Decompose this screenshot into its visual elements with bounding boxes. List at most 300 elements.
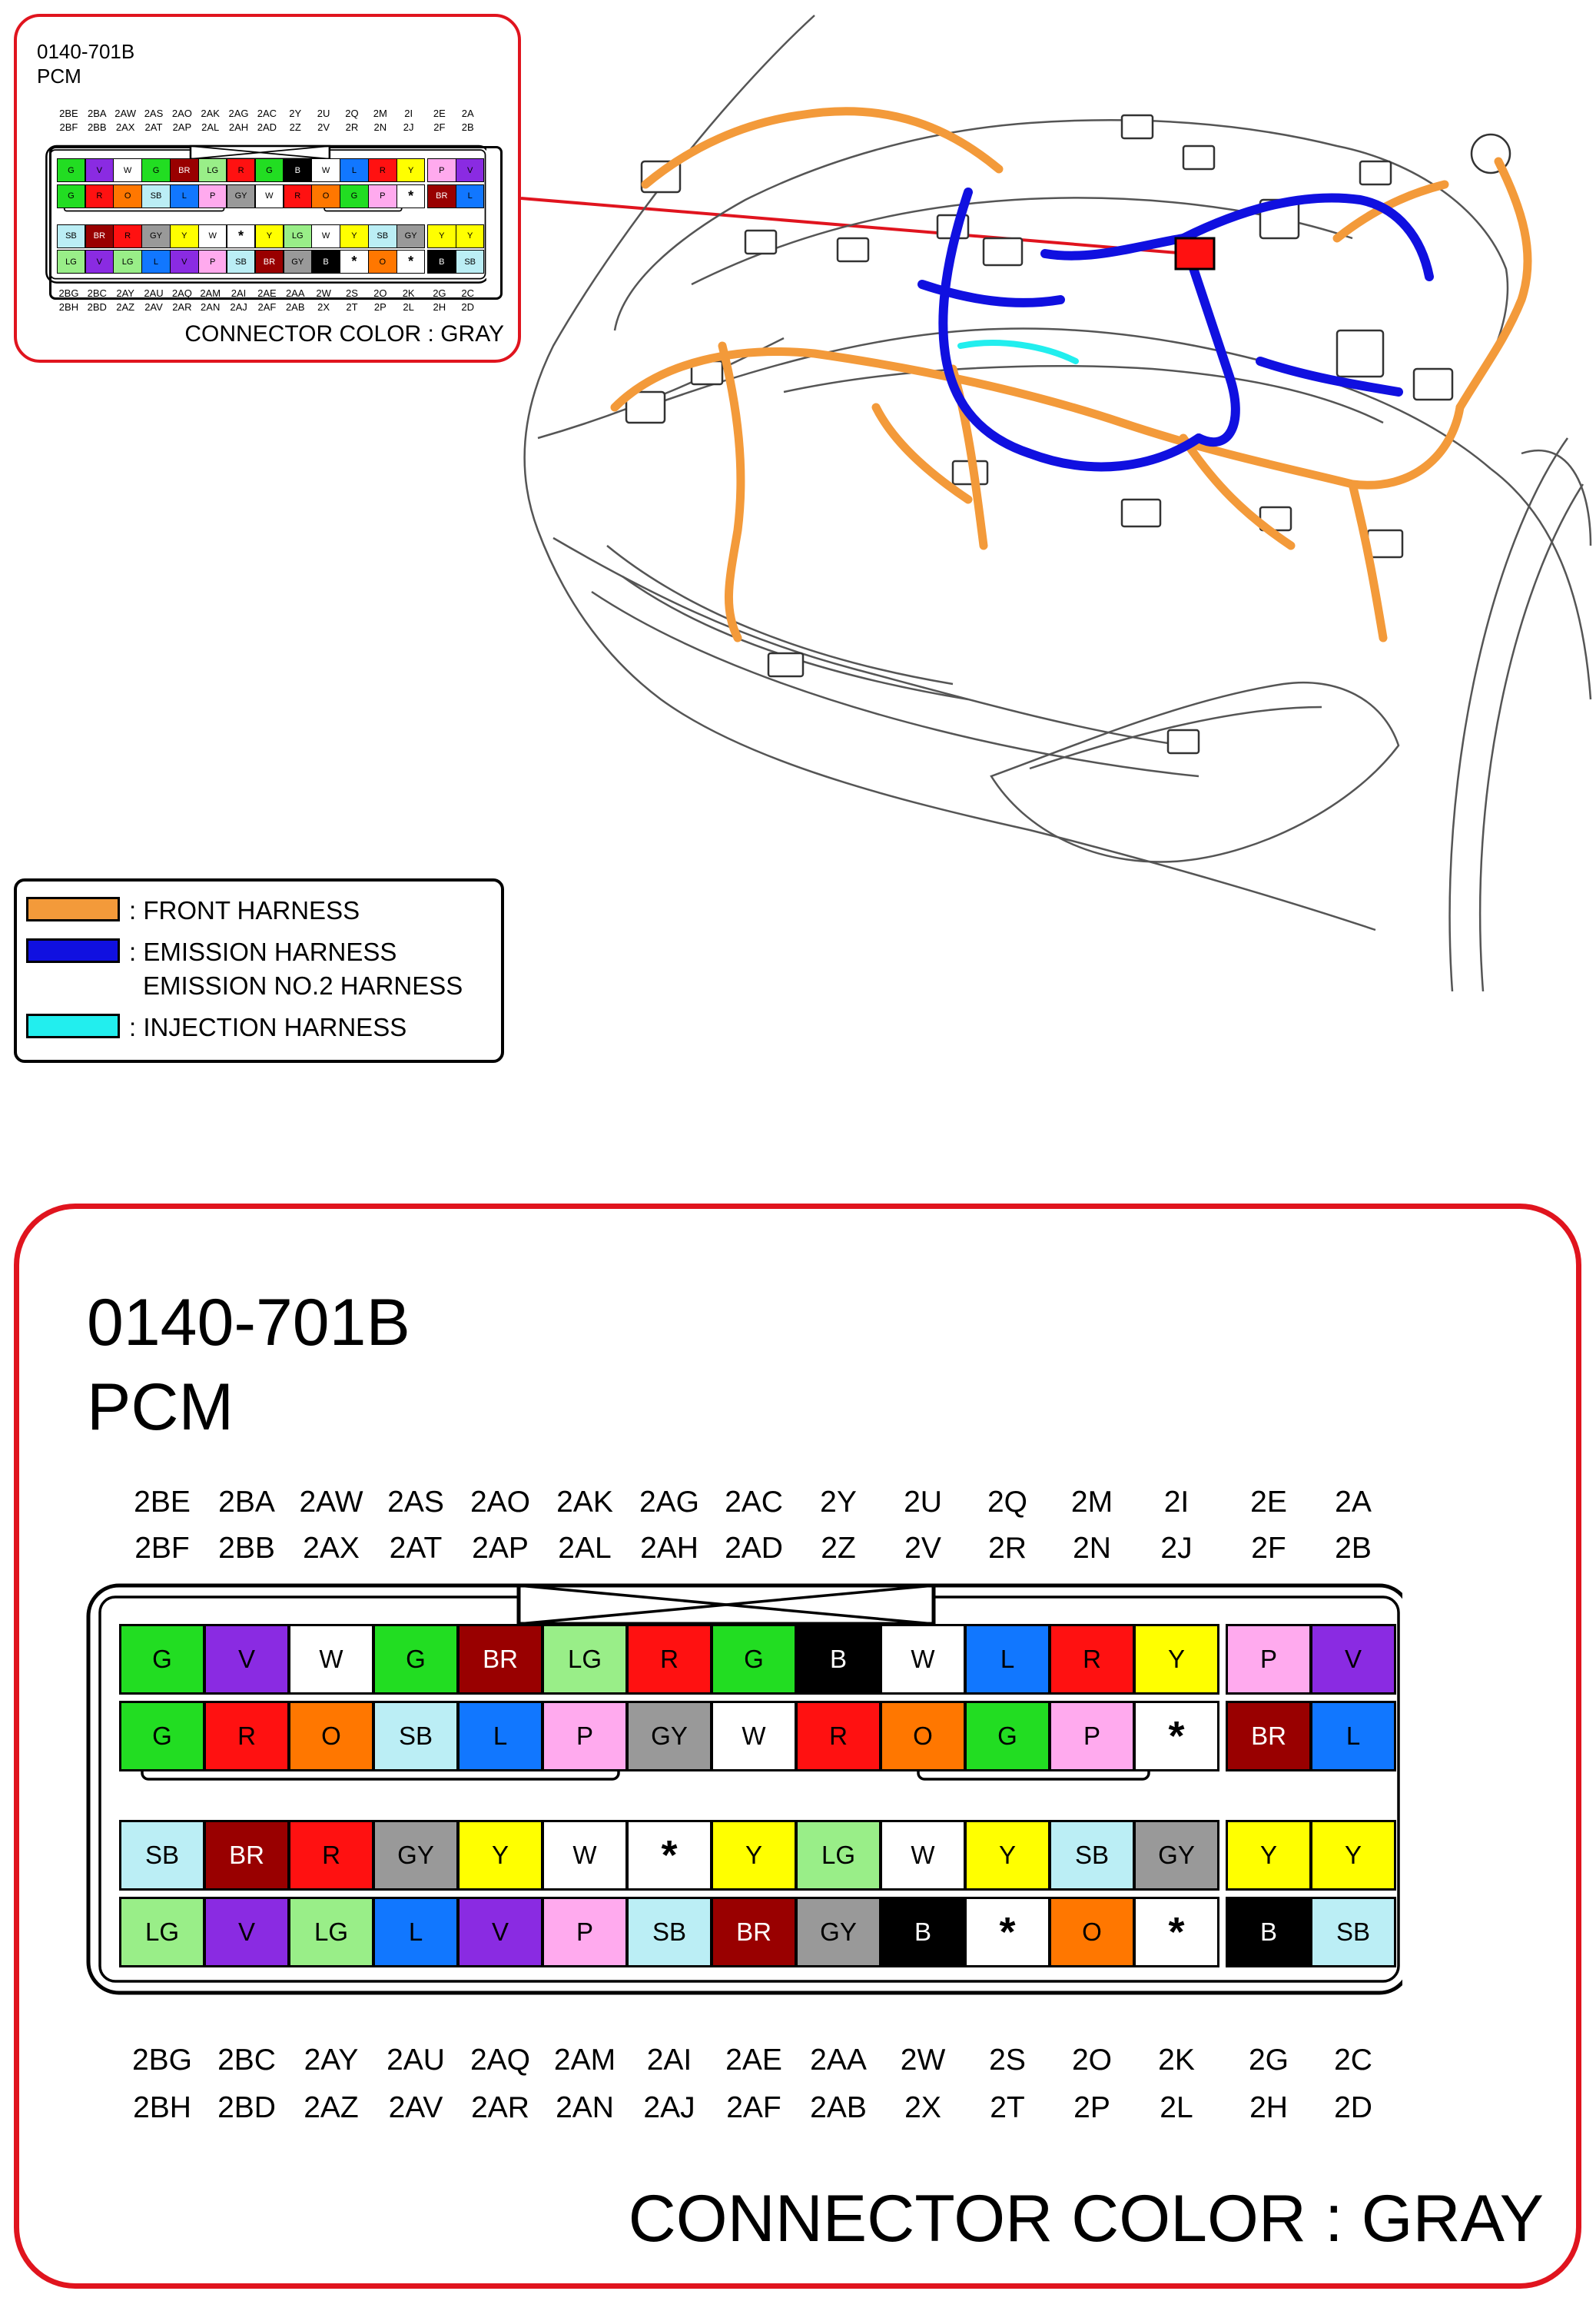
pin-number-label: 2BH bbox=[58, 301, 79, 313]
car-engine-bay-illustration bbox=[492, 8, 1596, 991]
pin-wire-color-label: L bbox=[181, 191, 187, 201]
pin-cell bbox=[1133, 1820, 1219, 1891]
pin-wire-color-label: W bbox=[123, 165, 132, 175]
pin-number-label: 2AU bbox=[144, 287, 164, 299]
pin-wire-color-label: GY bbox=[404, 231, 417, 241]
pin-cell bbox=[373, 1820, 459, 1891]
pin-number-label: 2R bbox=[988, 1532, 1027, 1565]
pin-number-label: 2AS bbox=[387, 1486, 444, 1519]
pin-wire-color-label: GY bbox=[150, 231, 162, 241]
pin-number-label: 2AV bbox=[388, 2091, 443, 2124]
pin-cell bbox=[204, 1624, 290, 1695]
pin-number-label: 2BG bbox=[58, 287, 79, 299]
pin-wire-color-label: Y bbox=[467, 231, 473, 241]
pin-number-label: 2V bbox=[317, 121, 330, 133]
pin-wire-color-label: R bbox=[1083, 1645, 1101, 1673]
pin-wire-color-label: * bbox=[661, 1832, 678, 1878]
pin-cell bbox=[119, 1820, 205, 1891]
pin-wire-color-label: V bbox=[237, 1645, 255, 1673]
pin-wire-color-label: R bbox=[294, 191, 301, 201]
pin-number-label: 2BD bbox=[87, 301, 107, 313]
pin-wire-color-label: P bbox=[1259, 1645, 1277, 1673]
pin-wire-color-label: LG bbox=[314, 1918, 349, 1946]
inset-connector-code: 0140-701B bbox=[37, 40, 135, 63]
pin-number-label: 2BA bbox=[218, 1486, 275, 1519]
pin-number-label: 2AR bbox=[172, 301, 192, 313]
pin-number-label: 2AN bbox=[201, 301, 221, 313]
pin-wire-color-label: P bbox=[380, 191, 386, 201]
pin-number-label: 2C bbox=[461, 287, 475, 299]
pin-wire-color-label: W bbox=[572, 1841, 597, 1869]
pin-number-label: 2AM bbox=[553, 2044, 616, 2077]
pin-number-label: 2AC bbox=[725, 1486, 783, 1519]
pin-cell bbox=[373, 1897, 459, 1967]
pin-number-label: 2D bbox=[461, 301, 475, 313]
pin-wire-color-label: V bbox=[467, 165, 473, 175]
legend-label-front: : FRONT HARNESS bbox=[129, 896, 360, 925]
pin-wire-color-label: * bbox=[999, 1909, 1016, 1955]
pin-cell bbox=[795, 1701, 881, 1771]
pin-number-label: 2AC bbox=[257, 108, 277, 119]
pin-cell bbox=[964, 1624, 1050, 1695]
pin-number-label: 2AZ bbox=[304, 2091, 359, 2124]
pin-number-label: 2BA bbox=[88, 108, 107, 119]
pin-wire-color-label: G bbox=[266, 165, 273, 175]
pin-number-label: 2Q bbox=[987, 1486, 1028, 1519]
pin-wire-color-label: Y bbox=[1259, 1841, 1277, 1869]
pin-wire-color-label: BR bbox=[436, 191, 448, 201]
pin-wire-color-label: P bbox=[576, 1722, 593, 1750]
pin-number-label: 2H bbox=[1249, 2091, 1288, 2124]
pin-wire-color-label: * bbox=[351, 254, 357, 270]
pin-number-label: 2AT bbox=[144, 121, 163, 133]
pin-number-label: 2AX bbox=[115, 121, 135, 133]
pin-number-label: 2BB bbox=[218, 1532, 275, 1565]
pin-wire-color-label: B bbox=[1259, 1918, 1277, 1946]
pin-wire-color-label: B bbox=[323, 257, 329, 267]
pin-number-label: 2AO bbox=[171, 108, 192, 119]
pin-number-label: 2AP bbox=[172, 121, 192, 133]
pin-number-label: 2M bbox=[373, 108, 387, 119]
pin-number-label: 2N bbox=[373, 121, 387, 133]
pin-wire-color-label: Y bbox=[407, 165, 414, 175]
pin-cell bbox=[288, 1624, 374, 1695]
pin-wire-color-label: G bbox=[744, 1645, 764, 1673]
legend-swatch-front bbox=[26, 897, 120, 921]
pin-cell bbox=[1133, 1897, 1219, 1967]
pin-number-label: 2BH bbox=[133, 2091, 191, 2124]
pin-number-label: 2K bbox=[1158, 2044, 1195, 2077]
pin-number-label: 2Y bbox=[820, 1486, 857, 1519]
pin-cell bbox=[1049, 1820, 1135, 1891]
pin-cell bbox=[626, 1897, 712, 1967]
pin-wire-color-label: O bbox=[913, 1722, 933, 1750]
pin-cell bbox=[880, 1624, 966, 1695]
pin-wire-color-label: B bbox=[914, 1918, 931, 1946]
pin-cell bbox=[1133, 1701, 1219, 1771]
pin-number-label: 2AT bbox=[389, 1532, 443, 1565]
pin-cell bbox=[964, 1820, 1050, 1891]
pin-wire-color-label: G bbox=[152, 165, 160, 175]
pin-cell bbox=[119, 1897, 205, 1967]
pin-number-label: 2S bbox=[989, 2044, 1026, 2077]
pin-cell bbox=[795, 1624, 881, 1695]
legend-label-emission-no2: EMISSION NO.2 HARNESS bbox=[143, 971, 463, 1000]
pin-wire-color-label: O bbox=[321, 1722, 341, 1750]
pin-wire-color-label: W bbox=[319, 1645, 343, 1673]
pin-cell bbox=[1310, 1897, 1396, 1967]
pin-cell bbox=[1049, 1701, 1135, 1771]
pin-number-label: 2S bbox=[346, 287, 358, 299]
pin-wire-color-label: BR bbox=[178, 165, 191, 175]
pin-number-label: 2F bbox=[1251, 1532, 1286, 1565]
pin-number-label: 2I bbox=[404, 108, 413, 119]
legend-label-emission: : EMISSION HARNESS bbox=[129, 938, 397, 966]
pin-number-label: 2X bbox=[904, 2091, 941, 2124]
pin-wire-color-label: G bbox=[152, 1722, 172, 1750]
pin-number-label: 2AK bbox=[556, 1486, 613, 1519]
pin-wire-color-label: R bbox=[96, 191, 103, 201]
pin-number-label: 2X bbox=[317, 301, 330, 313]
pin-wire-color-label: * bbox=[408, 254, 414, 270]
legend-item-injection-harness bbox=[26, 1011, 406, 1044]
pin-cell bbox=[119, 1624, 205, 1695]
pin-cell bbox=[1049, 1624, 1135, 1695]
pin-wire-color-label: BR bbox=[229, 1841, 264, 1869]
pin-number-label: 2AB bbox=[285, 301, 305, 313]
pin-cell bbox=[1226, 1701, 1312, 1771]
pin-wire-color-label: Y bbox=[181, 231, 187, 241]
pin-wire-color-label: SB bbox=[1074, 1841, 1110, 1869]
pin-wire-color-label: LG bbox=[821, 1841, 856, 1869]
pin-cell bbox=[1133, 1624, 1219, 1695]
pin-wire-color-label: R bbox=[829, 1722, 848, 1750]
inset-connector-name: PCM bbox=[37, 65, 81, 88]
pin-number-label: 2BC bbox=[217, 2044, 276, 2077]
pin-cell bbox=[711, 1701, 797, 1771]
pin-number-label: 2BF bbox=[59, 121, 78, 133]
pin-wire-color-label: * bbox=[238, 227, 244, 244]
pin-number-label: 2I bbox=[1163, 1486, 1190, 1519]
pin-wire-color-label: G bbox=[406, 1645, 426, 1673]
pin-cell bbox=[964, 1897, 1050, 1967]
connector-detail-panel bbox=[14, 1204, 1581, 2289]
pin-cell bbox=[204, 1897, 290, 1967]
pin-cell bbox=[542, 1820, 628, 1891]
legend-item-front-harness bbox=[26, 894, 360, 928]
pin-number-label: 2L bbox=[403, 301, 414, 313]
pin-cell bbox=[626, 1701, 712, 1771]
pin-number-label: 2BE bbox=[59, 108, 78, 119]
pin-wire-color-label: Y bbox=[491, 1841, 509, 1869]
pin-cell bbox=[288, 1897, 374, 1967]
pin-wire-color-label: W bbox=[742, 1722, 766, 1750]
pin-cell bbox=[795, 1897, 881, 1967]
pin-wire-color-label: SB bbox=[652, 1918, 687, 1946]
pin-wire-color-label: GY bbox=[1158, 1841, 1195, 1869]
pin-number-label: 2AY bbox=[116, 287, 134, 299]
pin-number-label: 2R bbox=[345, 121, 359, 133]
pin-number-label: 2O bbox=[1071, 2044, 1113, 2077]
pin-wire-color-label: L bbox=[351, 165, 357, 175]
pin-cell bbox=[1226, 1897, 1312, 1967]
connector-color-note: CONNECTOR COLOR : GRAY bbox=[628, 2182, 1544, 2256]
pin-cell bbox=[288, 1820, 374, 1891]
pin-wire-color-label: Y bbox=[998, 1841, 1016, 1869]
pin-wire-color-label: SB bbox=[144, 1841, 180, 1869]
pin-wire-color-label: V bbox=[96, 257, 102, 267]
pin-number-label: 2AW bbox=[114, 108, 136, 119]
pin-wire-color-label: G bbox=[997, 1722, 1017, 1750]
pin-number-label: 2BD bbox=[217, 2091, 276, 2124]
pin-cell bbox=[626, 1820, 712, 1891]
pin-wire-color-label: B bbox=[439, 257, 445, 267]
pin-number-label: 2AF bbox=[257, 301, 277, 313]
pin-number-label: 2A bbox=[461, 108, 474, 119]
connector-code: 0140-701B bbox=[87, 1286, 410, 1360]
pin-cell bbox=[711, 1897, 797, 1967]
pin-cell bbox=[373, 1701, 459, 1771]
pin-number-label: 2D bbox=[1334, 2091, 1372, 2124]
pin-number-label: 2AG bbox=[639, 1486, 700, 1519]
pin-cell bbox=[880, 1701, 966, 1771]
pin-wire-color-label: W bbox=[911, 1645, 935, 1673]
pin-number-label: 2BC bbox=[87, 287, 107, 299]
pin-number-label: 2L bbox=[1160, 2091, 1193, 2124]
pin-number-label: 2AQ bbox=[470, 2044, 531, 2077]
pin-number-label: 2AX bbox=[303, 1532, 360, 1565]
pin-wire-color-label: W bbox=[208, 231, 217, 241]
pin-wire-color-label: * bbox=[1168, 1713, 1185, 1759]
pin-wire-color-label: LG bbox=[121, 257, 134, 267]
pin-number-label: 2AZ bbox=[116, 301, 135, 313]
pin-number-label: 2AO bbox=[470, 1486, 531, 1519]
pin-cell bbox=[1226, 1820, 1312, 1891]
pin-number-label: 2AS bbox=[144, 108, 164, 119]
pin-wire-color-label: P bbox=[1083, 1722, 1100, 1750]
pin-wire-color-label: V bbox=[96, 165, 102, 175]
pin-cell bbox=[711, 1624, 797, 1695]
pin-wire-color-label: BR bbox=[263, 257, 276, 267]
pin-cell bbox=[288, 1701, 374, 1771]
pin-wire-color-label: R bbox=[322, 1841, 340, 1869]
pcm-connector-marker bbox=[1176, 238, 1214, 269]
pin-wire-color-label: W bbox=[321, 231, 330, 241]
pin-number-label: 2E bbox=[1250, 1486, 1287, 1519]
pin-number-label: 2AK bbox=[201, 108, 220, 119]
pin-wire-color-label: Y bbox=[439, 231, 445, 241]
legend-swatch-emission bbox=[26, 938, 120, 963]
pin-number-label: 2BG bbox=[131, 2044, 193, 2077]
pin-cell bbox=[119, 1701, 205, 1771]
pin-cell bbox=[457, 1820, 543, 1891]
pin-wire-color-label: L bbox=[1000, 1645, 1015, 1673]
pin-wire-color-label: GY bbox=[291, 257, 304, 267]
pin-wire-color-label: BR bbox=[93, 231, 105, 241]
pin-wire-color-label: P bbox=[576, 1918, 593, 1946]
pin-wire-color-label: * bbox=[408, 188, 414, 204]
pin-wire-color-label: G bbox=[68, 191, 75, 201]
pin-wire-color-label: LG bbox=[65, 257, 77, 267]
pin-wire-color-label: L bbox=[1345, 1722, 1361, 1750]
pin-number-label: 2T bbox=[990, 2091, 1025, 2124]
pin-number-label: 2AW bbox=[299, 1486, 363, 1519]
pin-cell bbox=[1310, 1624, 1396, 1695]
pin-number-label: 2BB bbox=[88, 121, 107, 133]
pin-number-label: 2U bbox=[317, 108, 330, 119]
pin-wire-color-label: W bbox=[911, 1841, 935, 1869]
pin-wire-color-label: Y bbox=[745, 1841, 762, 1869]
pin-wire-color-label: SB bbox=[150, 191, 162, 201]
pin-wire-color-label: G bbox=[152, 1645, 172, 1673]
pin-number-label: 2AI bbox=[646, 2044, 692, 2077]
pin-cell bbox=[1310, 1820, 1396, 1891]
pin-cell bbox=[626, 1624, 712, 1695]
pin-cell bbox=[457, 1624, 543, 1695]
pin-number-label: 2AV bbox=[144, 301, 163, 313]
pin-number-label: 2AE bbox=[257, 287, 277, 299]
pin-wire-color-label: GY bbox=[651, 1722, 688, 1750]
pin-number-label: 2U bbox=[904, 1486, 942, 1519]
pin-number-label: 2G bbox=[1248, 2044, 1289, 2077]
pin-wire-color-label: SB bbox=[398, 1722, 433, 1750]
legend-label-injection: : INJECTION HARNESS bbox=[129, 1013, 407, 1041]
pin-wire-color-label: Y bbox=[351, 231, 357, 241]
pin-number-label: 2AM bbox=[200, 287, 221, 299]
pin-wire-color-label: V bbox=[1344, 1645, 1362, 1673]
pin-wire-color-label: SB bbox=[377, 231, 389, 241]
pin-wire-color-label: W bbox=[265, 191, 274, 201]
pin-wire-color-label: P bbox=[439, 165, 445, 175]
pin-number-label: 2P bbox=[373, 301, 387, 313]
pin-cell bbox=[1226, 1624, 1312, 1695]
pin-number-label: 2W bbox=[316, 287, 331, 299]
pin-wire-color-label: Y bbox=[1167, 1645, 1185, 1673]
pin-number-label: 2AU bbox=[387, 2044, 445, 2077]
pin-number-label: 2AN bbox=[556, 2091, 614, 2124]
pin-number-label: 2BE bbox=[134, 1486, 191, 1519]
pin-number-label: 2BF bbox=[134, 1532, 190, 1565]
pin-wire-color-label: L bbox=[467, 191, 473, 201]
pin-number-label: 2Z bbox=[289, 121, 301, 133]
pin-cell bbox=[1310, 1701, 1396, 1771]
pin-number-label: 2Z bbox=[821, 1532, 856, 1565]
pin-cell bbox=[964, 1701, 1050, 1771]
pin-cell bbox=[880, 1820, 966, 1891]
pin-wire-color-label: R bbox=[124, 231, 131, 241]
pin-number-label: 2N bbox=[1073, 1532, 1111, 1565]
pin-wire-color-label: G bbox=[68, 165, 75, 175]
pin-wire-color-label: R bbox=[237, 1722, 256, 1750]
pin-wire-color-label: LG bbox=[144, 1918, 180, 1946]
pin-number-label: 2P bbox=[1073, 2091, 1110, 2124]
pin-number-label: 2O bbox=[373, 287, 387, 299]
pin-wire-color-label: B bbox=[294, 165, 300, 175]
pin-number-label: 2K bbox=[402, 287, 415, 299]
pin-number-label: 2AD bbox=[725, 1532, 783, 1565]
pin-wire-color-label: V bbox=[491, 1918, 509, 1946]
pin-cell bbox=[542, 1624, 628, 1695]
pin-wire-color-label: SB bbox=[1336, 1918, 1371, 1946]
pin-cell bbox=[204, 1701, 290, 1771]
pin-wire-color-label: Y bbox=[1344, 1841, 1362, 1869]
pin-number-label: 2A bbox=[1335, 1486, 1372, 1519]
pin-wire-color-label: P bbox=[210, 257, 216, 267]
pin-wire-color-label: GY bbox=[820, 1918, 857, 1946]
pin-number-label: 2G bbox=[433, 287, 446, 299]
pin-number-label: 2AP bbox=[472, 1532, 529, 1565]
pin-number-label: 2AI bbox=[231, 287, 247, 299]
pin-wire-color-label: W bbox=[321, 165, 330, 175]
connector-body bbox=[104, 1593, 1533, 2039]
pin-wire-color-label: V bbox=[237, 1918, 255, 1946]
pin-wire-color-label: O bbox=[1082, 1918, 1102, 1946]
pin-number-label: 2Q bbox=[345, 108, 359, 119]
pin-wire-color-label: BR bbox=[736, 1918, 771, 1946]
pin-wire-color-label: BR bbox=[1251, 1722, 1286, 1750]
pin-wire-color-label: O bbox=[322, 191, 330, 201]
pin-wire-color-label: * bbox=[1168, 1909, 1185, 1955]
pin-wire-color-label: R bbox=[237, 165, 244, 175]
pin-cell bbox=[880, 1897, 966, 1967]
pin-number-label: 2AL bbox=[201, 121, 220, 133]
pin-wire-color-label: SB bbox=[464, 257, 476, 267]
pin-wire-color-label: L bbox=[493, 1722, 508, 1750]
pin-number-label: 2AG bbox=[228, 108, 249, 119]
pin-wire-color-label: GY bbox=[397, 1841, 434, 1869]
pin-number-label: 2AR bbox=[471, 2091, 529, 2124]
pin-wire-color-label: P bbox=[210, 191, 216, 201]
harness-legend bbox=[14, 878, 504, 1063]
pin-number-label: 2H bbox=[433, 301, 446, 313]
pin-cell bbox=[542, 1701, 628, 1771]
pin-wire-color-label: LG bbox=[567, 1645, 602, 1673]
pin-number-label: 2Y bbox=[289, 108, 302, 119]
pin-wire-color-label: O bbox=[124, 191, 131, 201]
pin-number-label: 2AF bbox=[726, 2091, 781, 2124]
pin-number-label: 2AL bbox=[558, 1532, 612, 1565]
pin-number-label: 2AD bbox=[257, 121, 277, 133]
pin-wire-color-label: SB bbox=[235, 257, 247, 267]
pin-wire-color-label: Y bbox=[266, 231, 273, 241]
pin-cell bbox=[711, 1820, 797, 1891]
pin-number-label: 2M bbox=[1070, 1486, 1113, 1519]
pin-wire-color-label: L bbox=[153, 257, 159, 267]
pin-cell bbox=[373, 1624, 459, 1695]
pin-wire-color-label: GY bbox=[234, 191, 247, 201]
pin-cell bbox=[1049, 1897, 1135, 1967]
pin-cell bbox=[204, 1820, 290, 1891]
pin-number-label: 2AB bbox=[810, 2091, 867, 2124]
pin-number-label: 2AA bbox=[810, 2044, 867, 2077]
pin-number-label: 2F bbox=[433, 121, 446, 133]
pin-number-label: 2B bbox=[1335, 1532, 1372, 1565]
pin-number-label: 2B bbox=[461, 121, 474, 133]
pin-number-label: 2W bbox=[900, 2044, 946, 2077]
pin-wire-color-label: R bbox=[379, 165, 386, 175]
pin-wire-color-label: LG bbox=[207, 165, 219, 175]
pin-wire-color-label: LG bbox=[291, 231, 304, 241]
pin-number-label: 2AJ bbox=[230, 301, 247, 313]
pin-number-label: 2T bbox=[346, 301, 358, 313]
pin-number-label: 2AJ bbox=[643, 2091, 695, 2124]
pin-number-label: 2C bbox=[1334, 2044, 1372, 2077]
pin-wire-color-label: O bbox=[379, 257, 387, 267]
pin-wire-color-label: G bbox=[350, 191, 358, 201]
pin-number-label: 2J bbox=[1160, 1532, 1193, 1565]
legend-item-emission-harness bbox=[26, 935, 463, 1003]
pin-number-label: 2AE bbox=[725, 2044, 782, 2077]
